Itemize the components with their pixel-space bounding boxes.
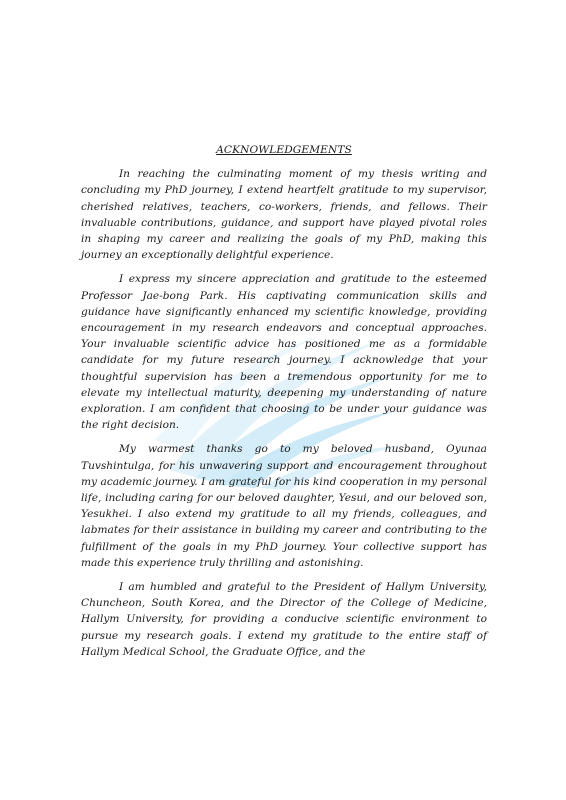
acknowledgements-section [81, 142, 487, 668]
paragraph-1: In reaching the culminating moment of my thesis writing and concluding my PhD journey, I extend heartfelt gratitude to my supervisor, cherished relatives, teachers, co-workers, friends, and fellows. Their invaluable contributions, guidance, and support have played pivotal roles in shaping my career and realizing the goals of my PhD, making this journey an exceptionally delightful experience. [81, 168, 487, 262]
paragraph-4: I am humbled and grateful to the President of Hallym University, Chuncheon, South Korea, and the Director of the College of Medicine, Hallym University, for providing a conducive scientific environment to pursue my research goals. I extend my gratitude to the entire staff of Hallym Medical School, the Graduate Office, and the [81, 581, 487, 658]
paragraph-3: My warmest thanks go to my beloved husband, Oyunaa Tuvshintulga, for his unwavering support and encouragement throughout my academic journey. I am grateful for his kind cooperation in my personal life, including caring for our beloved daughter, Yesui, and our beloved son, Yesukhei. I also extend my gratitude to all my friends, colleagues, and labmates for their assistance in building my career and contributing to the fulfillment of the goals in my PhD journey. Your collective support has made this experience truly thrilling and astonishing. [81, 443, 487, 569]
page-title: ACKNOWLEDGEMENTS [216, 144, 352, 156]
paragraph-2: I express my sincere appreciation and gratitude to the esteemed Professor Jae-bong Park. His captivating communication skills and guidance have significantly enhanced my scientific knowledge, providing encouragement in my research endeavors and conceptual approaches. Your invaluable scientific advice has positioned me as a formidable candidate for my future research journey. I acknowledge that your thoughtful supervision has been a tremendous opportunity for me to elevate my intellectual maturity, deepening my understanding of nature exploration. I am confident that choosing to be under your guidance was the right decision. [81, 273, 487, 432]
